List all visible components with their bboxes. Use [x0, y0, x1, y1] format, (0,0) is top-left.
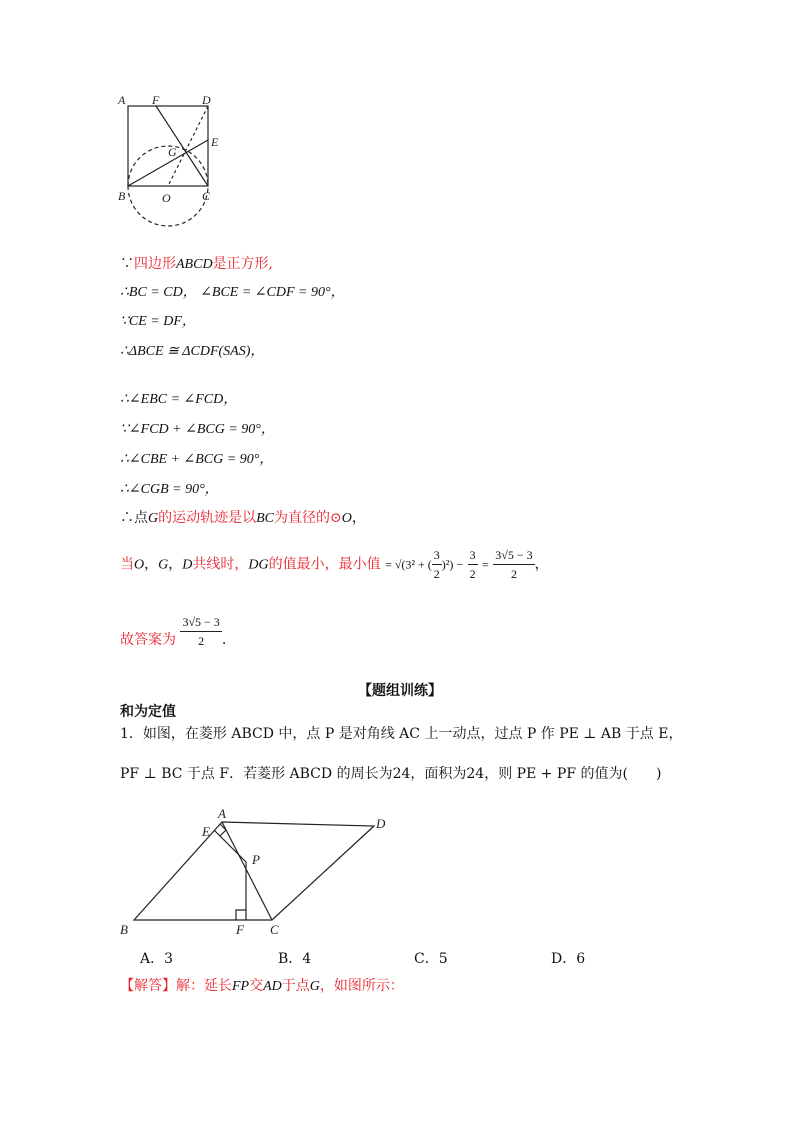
label-p: P — [252, 852, 260, 867]
label-b: B — [120, 922, 128, 937]
solution-line-1: ∵四边形ABCD是正方形, — [120, 256, 274, 272]
geometry-figure-square — [112, 90, 232, 250]
label-c: C — [202, 189, 211, 203]
answer-fraction: $\frac{3√5 - 3}{2}$ — [182, 615, 220, 648]
fraction: $\frac{3√5 - 3}{2}$ — [495, 548, 533, 581]
solution-line-8: ∴∠CGB = 90°， — [120, 482, 219, 497]
solution-line-3: ∵CE = DF， — [120, 314, 196, 329]
label-b: B — [118, 189, 126, 203]
section-title: 【题组训练】 — [358, 683, 442, 699]
option-d[interactable]: D．6 — [551, 951, 586, 967]
label-d: D — [376, 816, 386, 831]
fraction: $\frac{3}{2}$ — [469, 548, 476, 581]
geometry-figure-rhombus — [112, 804, 402, 940]
label-a: A — [218, 806, 226, 821]
label-c: C — [270, 922, 279, 937]
option-a[interactable]: A．3 — [140, 951, 174, 967]
label-f: F — [152, 93, 160, 107]
rhombus-abcd — [134, 822, 374, 920]
fraction: $\frac{3}{2}$ — [433, 548, 440, 581]
solution-line-4: ∴ΔBCE ≅ ΔCDF(SAS)， — [120, 344, 265, 359]
option-b[interactable]: B．4 — [278, 951, 312, 967]
segment-ep — [214, 830, 246, 862]
label-f: F — [236, 922, 244, 937]
solution-line-6: ∵∠FCD + ∠BCG = 90°， — [120, 422, 275, 437]
solution-line-7: ∴∠CBE + ∠BCG = 90°， — [120, 452, 274, 467]
solution-line-5: ∴∠EBC = ∠FCD， — [120, 392, 238, 407]
label-o: O — [162, 191, 171, 205]
label-a: A — [118, 93, 126, 107]
diagonal-ac — [222, 822, 272, 920]
option-c[interactable]: C．5 — [414, 951, 448, 967]
label-e: E — [202, 824, 210, 839]
right-angle-e — [220, 824, 226, 836]
label-g: G — [168, 145, 177, 159]
label-e: E — [211, 135, 219, 149]
solution-line-9: ∴点G的运动轨迹是以BC为直径的⊙O， — [120, 510, 366, 526]
right-angle-f — [236, 910, 246, 920]
solution-line-2: ∴BC = CD， ∠BCE = ∠CDF = 90°， — [120, 285, 345, 300]
problem-1-line-2: PF ⊥ BC 于点 F．若菱形 ABCD 的周长为24，面积为24，则 PE + PF 的值为( ) — [120, 766, 662, 782]
label-d: D — [202, 93, 211, 107]
section-subtitle: 和为定值 — [120, 704, 176, 720]
solution-line-10: 当O，G，D共线时，DG的值最小，最小值 = √(3² + ( $\frac{3}{2}$ )²) − $\frac{3}{2}$ = $\frac{3√5 - 3}{2}$ ， — [120, 548, 549, 581]
problem-1-line-1: 1．如图，在菱形 ABCD 中，点 P 是对角线 AC 上一动点，过点 P 作 PE ⊥ AB 于点 E， — [120, 726, 683, 742]
solution-line-11: 故答案为 $\frac{3√5 - 3}{2}$ . — [120, 615, 227, 648]
answer-line: 【解答】解：延长FP交AD于点G，如图所示： — [120, 978, 404, 994]
